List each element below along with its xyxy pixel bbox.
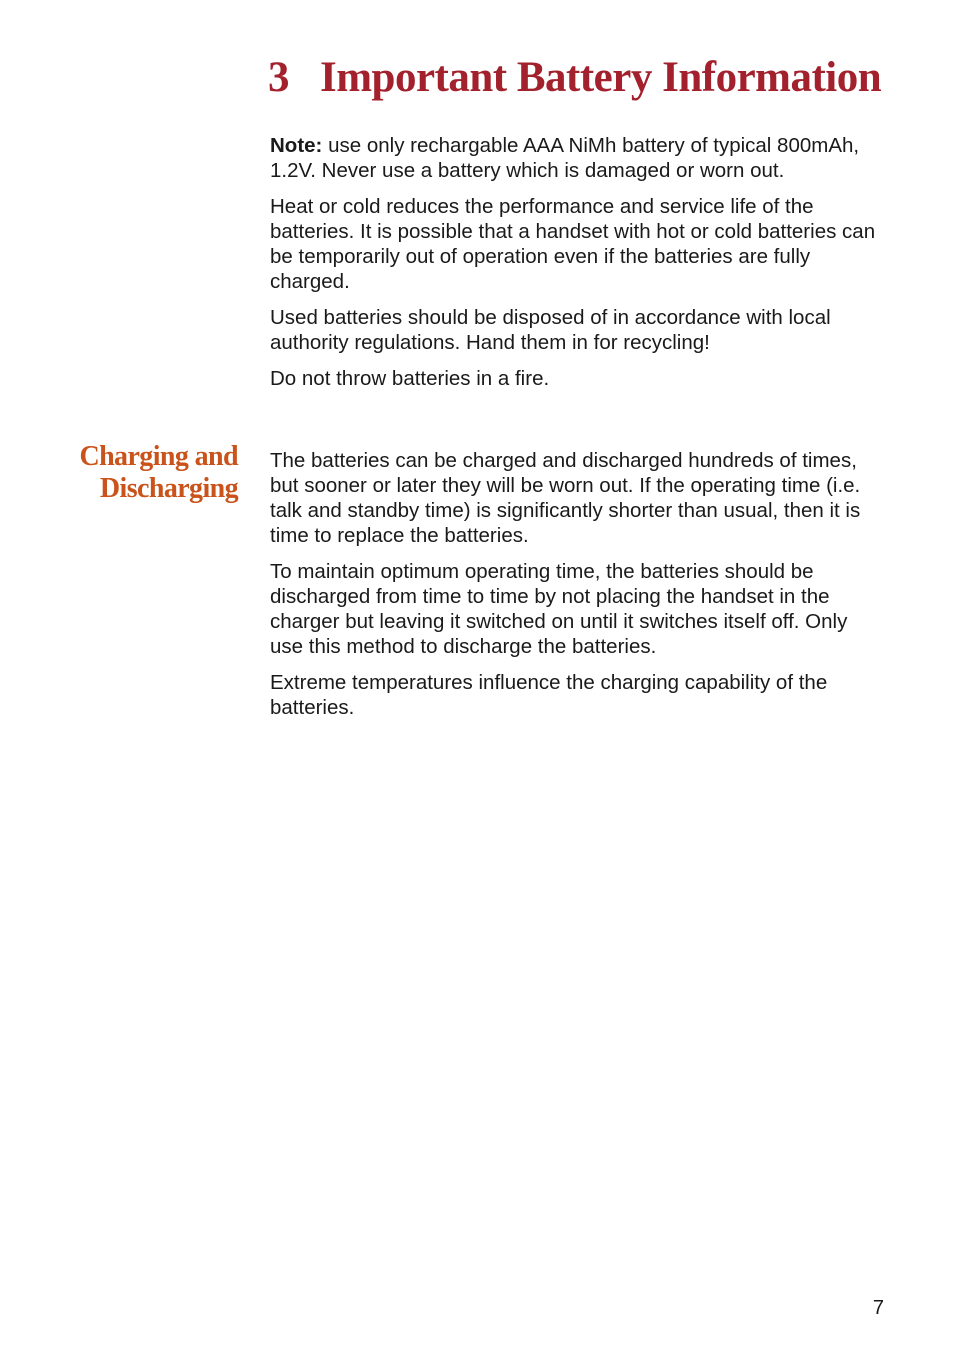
chapter-heading (268, 50, 881, 106)
charging-section (270, 448, 882, 731)
charging-heading-line2: Discharging (99, 473, 238, 504)
battery-lifetime-paragraph: The batteries can be charged and discharged hundreds of times, but sooner or later they will be worn out. If the operating time (i.e. talk and standby time) is significantly shorter than usual, then it is time to replace the batteries. (270, 449, 861, 547)
charging-heading-line1: Charging and (79, 441, 238, 472)
note-text: use only rechargable AAA NiMh battery of typical 800mAh, 1.2V. Never use a battery which is damaged or worn out. (270, 134, 860, 182)
intro-section (270, 133, 882, 402)
temperature-paragraph: Extreme temperatures influence the charging capability of the batteries. (270, 671, 828, 719)
chapter-number: 3 (268, 54, 289, 101)
note-label: Note: (270, 134, 323, 157)
note-paragraph (270, 133, 882, 183)
fire-warning-paragraph: Do not throw batteries in a fire. (270, 367, 550, 390)
charging-section-heading (60, 441, 238, 505)
page-number: 7 (872, 1297, 884, 1319)
discharge-method-paragraph: To maintain optimum operating time, the batteries should be discharged from time to time by not placing the handset in the charger but leaving it switched on until it switches itself off. Only use this method to discharge the batteries. (270, 560, 848, 658)
disposal-paragraph: Used batteries should be disposed of in accordance with local authority regulations. Hand them in for recycling! (270, 306, 831, 354)
chapter-title: Important Battery Information (320, 54, 882, 101)
heat-cold-paragraph: Heat or cold reduces the performance and service life of the batteries. It is possible that a handset with hot or cold batteries can be temporarily out of operation even if the batteries are fully charged. (270, 195, 876, 293)
